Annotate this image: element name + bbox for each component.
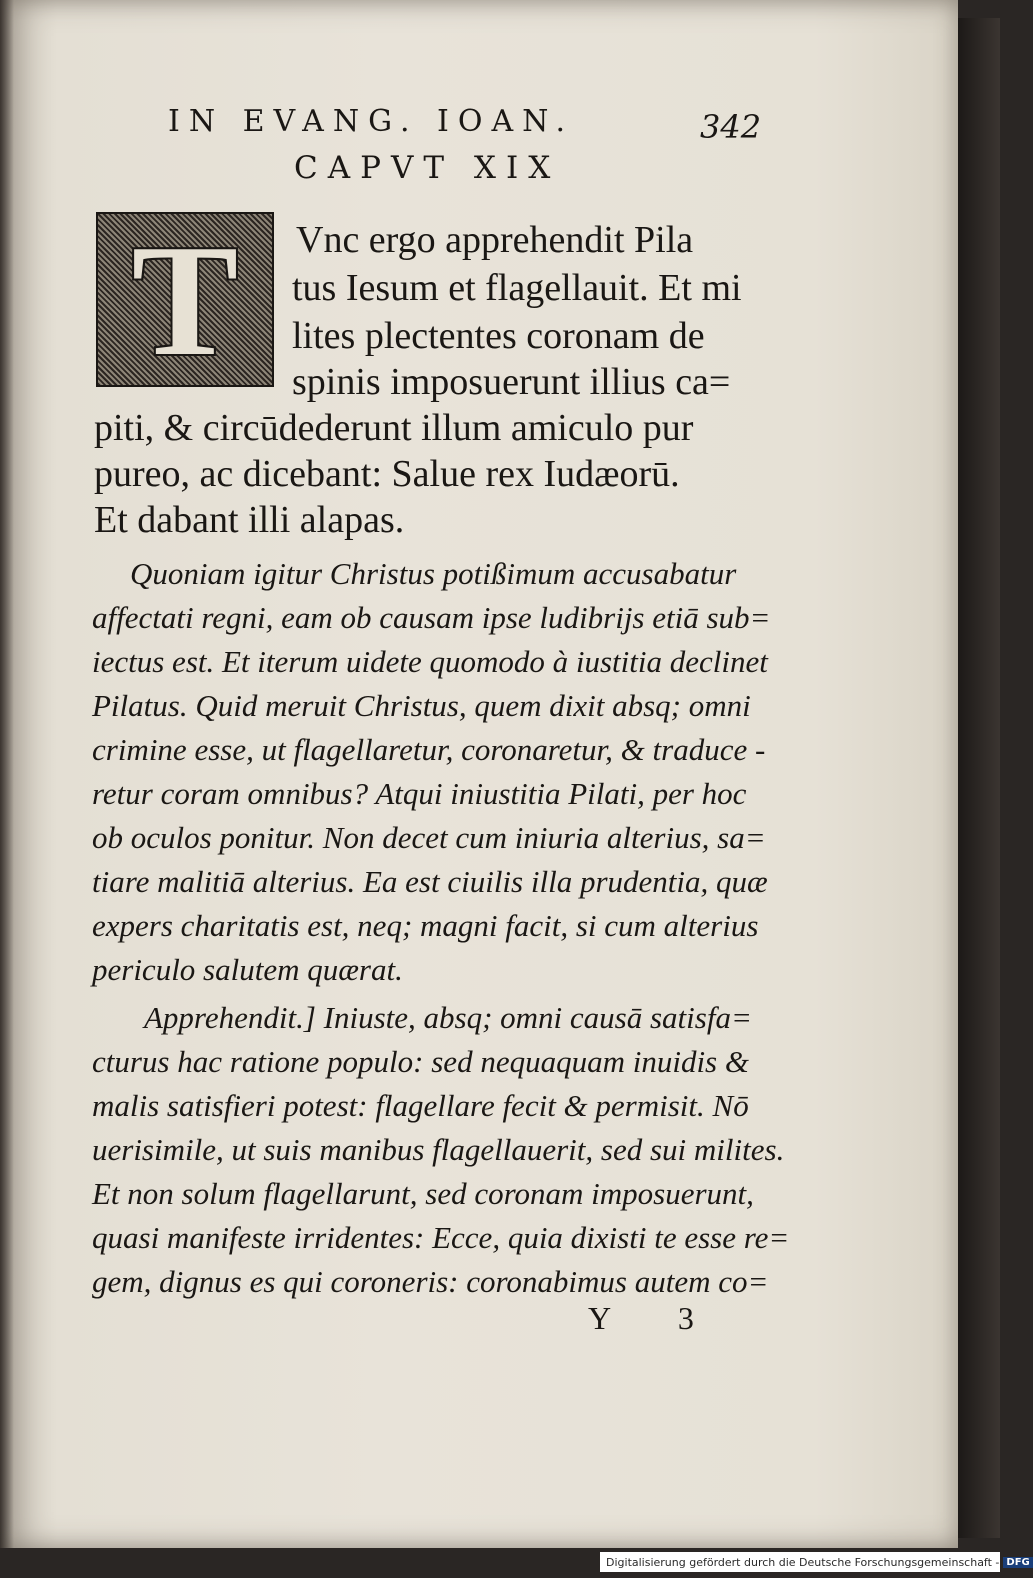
signature-mark: Y 3 xyxy=(588,1300,724,1336)
commentary-line: retur coram omnibus? Atqui iniustitia Pilati, per hoc xyxy=(92,776,747,811)
running-head: IN EVANG. IOAN. xyxy=(168,104,575,139)
commentary-line: quasi manifeste irridentes: Ecce, quia dixisti te esse re= xyxy=(92,1220,790,1255)
commentary-line: periculo salutem quærat. xyxy=(92,952,403,987)
biblical-line: Vnc ergo apprehendit Pila xyxy=(296,219,694,261)
biblical-line: pureo, ac dicebant: Salue rex Iudæorū. xyxy=(94,453,680,495)
commentary-line: crimine esse, ut flagellaretur, coronaretur, & traduce - xyxy=(92,732,766,767)
commentary-line: uerisimile, ut suis manibus flagellauerit, sed sui milites. xyxy=(92,1132,785,1167)
digitization-footer xyxy=(600,1552,1030,1572)
dfg-logo: DFG xyxy=(1003,1557,1032,1568)
commentary-line: malis satisfieri potest: flagellare fecit & permisit. Nō xyxy=(92,1088,749,1123)
commentary-line: expers charitatis est, neq; magni facit, si cum alterius xyxy=(92,908,759,943)
commentary-line: tiare malitiā alterius. Ea est ciuilis illa prudentia, quæ xyxy=(92,864,768,899)
page-number: 342 xyxy=(700,108,762,146)
commentary-line: ob oculos ponitur. Non decet cum iniuria alterius, sa= xyxy=(92,820,766,855)
commentary-line: gem, dignus es qui coroneris: coronabimus autem co= xyxy=(92,1264,769,1299)
book-edge xyxy=(958,18,1000,1538)
initial-letter: T xyxy=(131,210,239,389)
biblical-line: Et dabant illi alapas. xyxy=(94,499,405,541)
biblical-line: tus Iesum et flagellauit. Et mi xyxy=(292,267,742,309)
chapter-heading: CAPVT XIX xyxy=(294,150,561,186)
commentary-line: Apprehendit.] Iniuste, absq; omni causā satisfa= xyxy=(144,1000,752,1035)
commentary-line: Quoniam igitur Christus potißimum accusabatur xyxy=(130,556,737,591)
footer-text: Digitalisierung gefördert durch die Deutsche Forschungsgemeinschaft - xyxy=(606,1555,1000,1569)
biblical-line: piti, & circūdederunt illum amiculo pur xyxy=(94,407,694,449)
biblical-line: lites plectentes coronam de xyxy=(292,315,705,357)
commentary-line: iectus est. Et iterum uidete quomodo à iustitia declinet xyxy=(92,644,768,679)
commentary-line: Pilatus. Quid meruit Christus, quem dixit absq; omni xyxy=(92,688,751,723)
commentary-line: cturus hac ratione populo: sed nequaquam inuidis & xyxy=(92,1044,749,1079)
decorated-initial xyxy=(96,212,274,387)
commentary-line: Et non solum flagellarunt, sed coronam imposuerunt, xyxy=(92,1176,754,1211)
biblical-line: spinis imposuerunt illius ca= xyxy=(292,361,731,403)
commentary-line: affectati regni, eam ob causam ipse ludibrijs etiā sub= xyxy=(92,600,771,635)
